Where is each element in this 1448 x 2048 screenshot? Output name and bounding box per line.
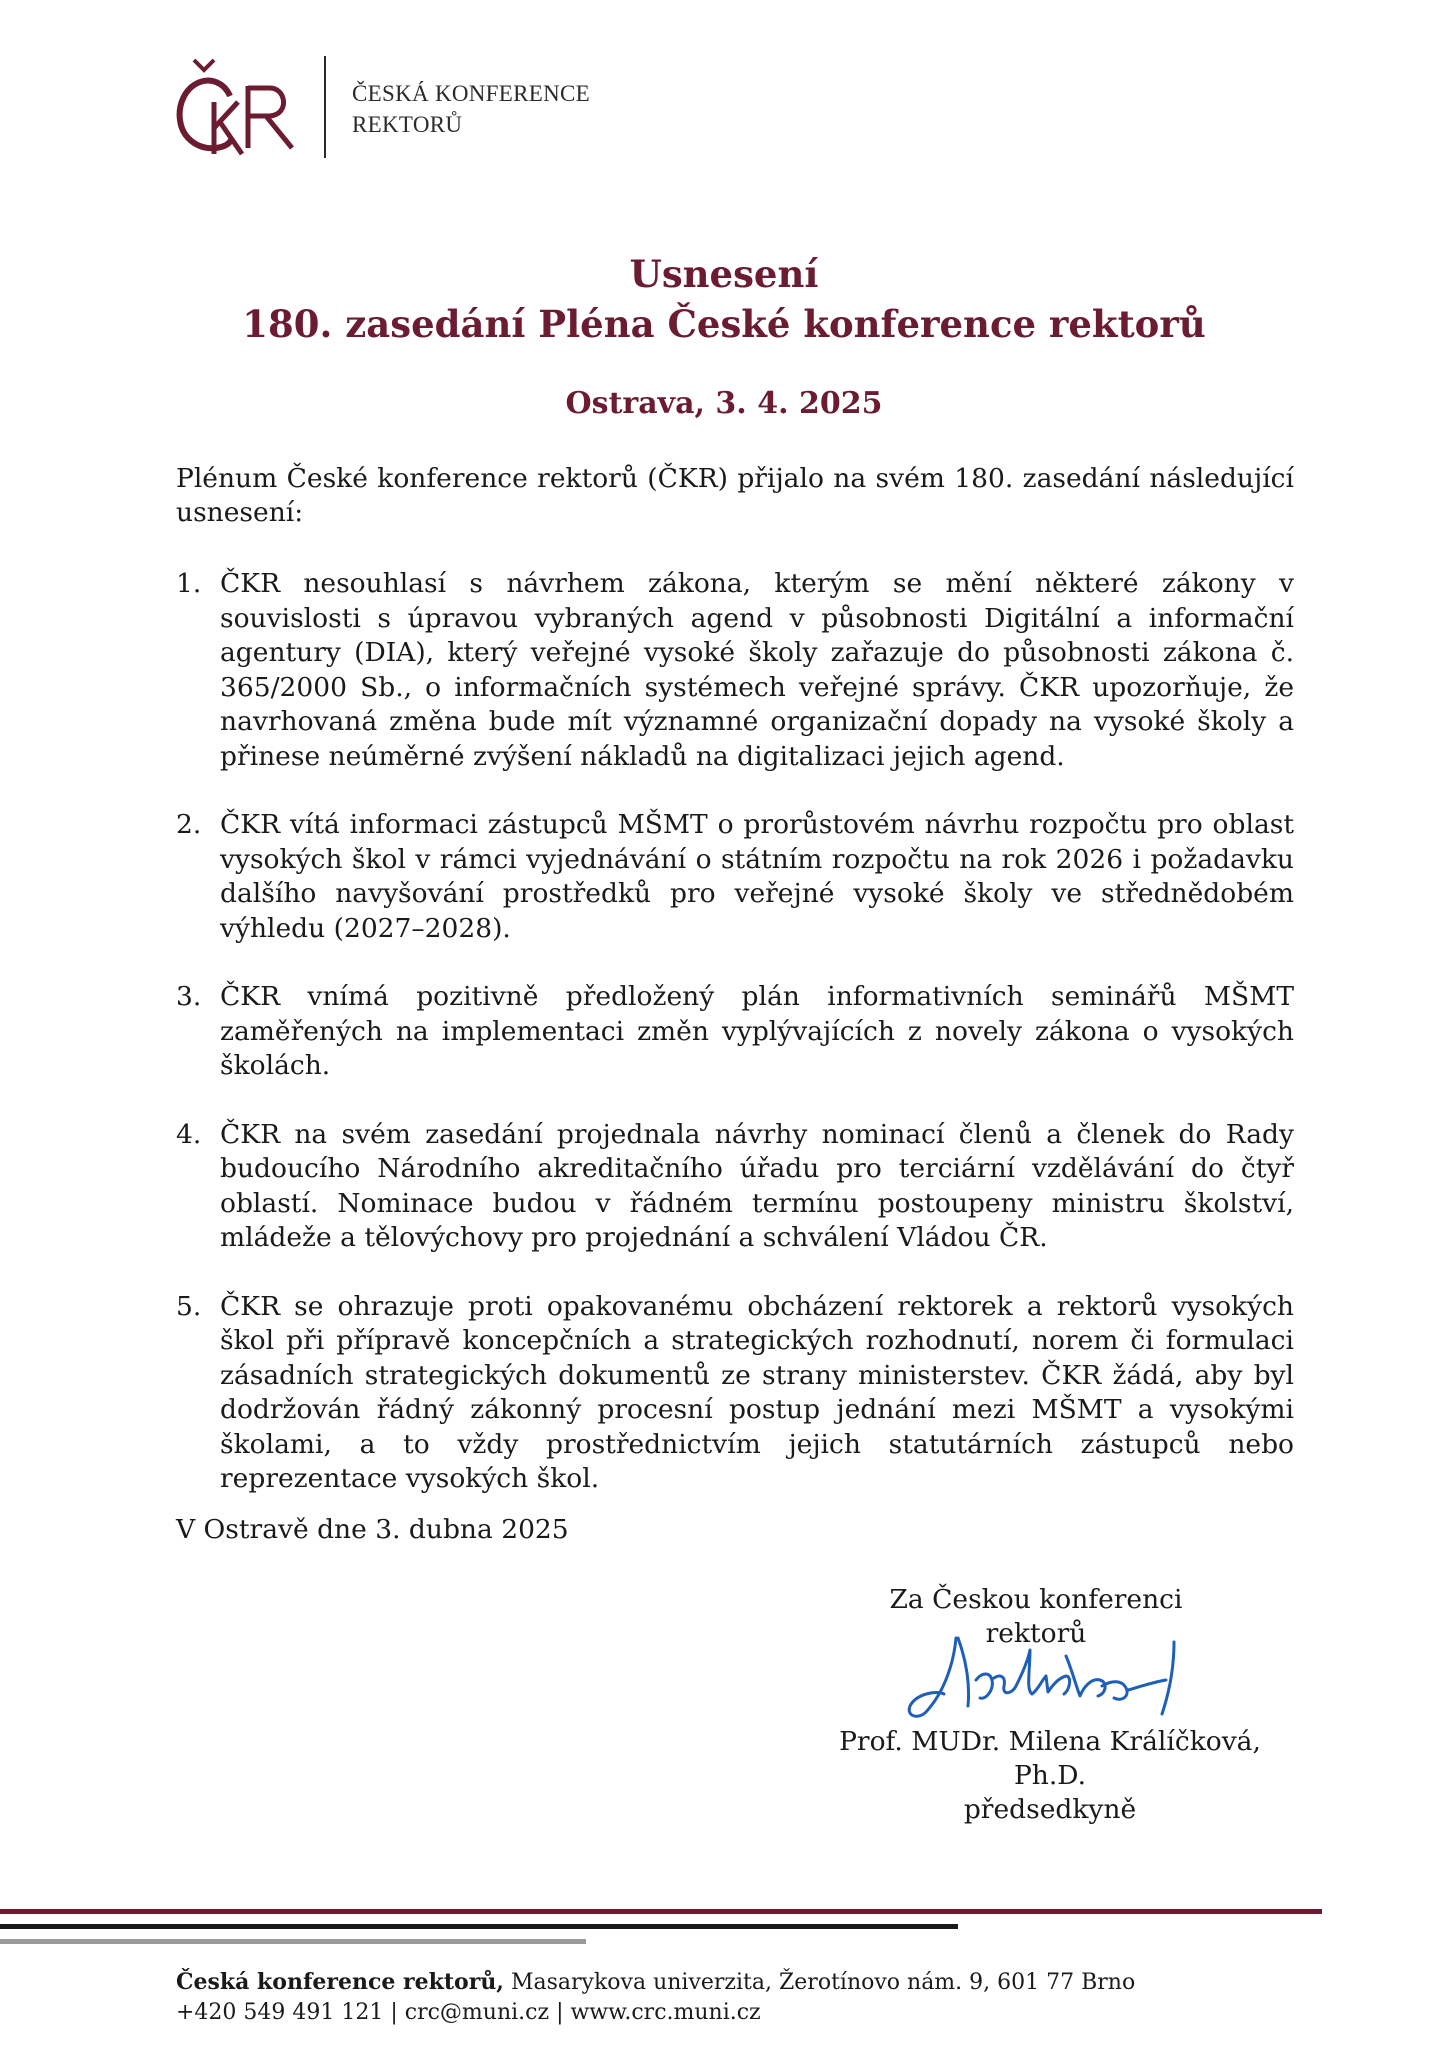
resolution-text: ČKR se ohrazuje proti opakovanému obcházení rektorek a rektorů vysokých škol při přípravě koncepčních a strategických rozhodnutí, norem či formulaci zásadních strategických dokumentů ze strany ministerstev. ČKR žádá, aby byl dodržován řádný zákonný procesní postup jednání mezi MŠMT a vysokými školami, a to vždy prostřednictvím jejich statutárních zástupců nebo reprezentace vysokých škol. (220, 1290, 1294, 1494)
document-place-date-heading: Ostrava, 3. 4. 2025 (565, 386, 883, 421)
resolutions-list (176, 567, 1294, 1531)
logo-text (352, 78, 590, 140)
logo-divider (324, 56, 326, 158)
resolution-item (176, 1290, 1294, 1497)
resolution-number: 4. (176, 1118, 202, 1150)
intro-paragraph: Plénum České konference rektorů (ČKR) přijalo na svém 180. zasedání následující usnesení: (176, 463, 1294, 528)
document-subtitle: 180. zasedání Pléna České konference rektorů (242, 302, 1206, 346)
footer-org-name: Česká konference rektorů, (176, 1969, 504, 1995)
place-and-date: V Ostravě dne 3. dubna 2025 (176, 1514, 569, 1545)
resolution-item (176, 1118, 1294, 1256)
footer-bar-maroon (0, 1909, 1322, 1914)
resolution-item (176, 808, 1294, 946)
resolution-item (176, 567, 1294, 774)
logo-line-1: ČESKÁ KONFERENCE (352, 81, 591, 106)
ckr-monogram-icon (172, 56, 302, 158)
document-title: Usnesení (629, 252, 819, 296)
ckr-logo (172, 56, 612, 158)
signer-role: předsedkyně (963, 1794, 1137, 1825)
signer-block (800, 1725, 1300, 1827)
resolution-text: ČKR nesouhlasí s návrhem zákona, kterým se mění některé zákony v souvislosti s úpravou vybraných agend v působnosti Digitální a informační agentury (DIA), který veřejné vysoké školy zařazuje do působnosti zákona č. 365/2000 Sb., o informačních systémech veřejné správy. ČKR upozorňuje, že navrhovaná změna bude mít významné organizační dopady na vysoké školy a přinese neúměrné zvýšení nákladů na digitalizaci jejich agend. (220, 568, 1294, 772)
footer-contact-line: +420 549 491 121 | crc@muni.cz | www.crc.muni.cz (176, 2000, 761, 2025)
logo-line-2: REKTORŮ (352, 112, 463, 137)
resolution-number: 5. (176, 1290, 202, 1322)
resolution-number: 2. (176, 809, 202, 840)
footer-address-line (176, 1967, 1135, 1998)
on-behalf-line: Za Českou konferenci rektorů (889, 1584, 1183, 1649)
footer-bar-gray (0, 1939, 586, 1944)
footer-address: Masarykova univerzita, Žerotínovo nám. 9, 601 77 Brno (503, 1970, 1136, 1995)
signer-name: Prof. MUDr. Milena Králíčková, Ph.D. (839, 1726, 1261, 1791)
resolution-item (176, 980, 1294, 1084)
resolution-number: 1. (176, 568, 202, 599)
footer (176, 1967, 1135, 2028)
resolution-text: ČKR na svém zasedání projednala návrhy nominací členů a členek do Rady budoucího Národního akreditačního úřadu pro terciární vzdělávání do čtyř oblastí. Nominace budou v řádném termínu postoupeny ministru školství, mládeže a tělovýchovy pro projednání a schválení Vládou ČR. (220, 1118, 1294, 1253)
resolution-text: ČKR vnímá pozitivně předložený plán informativních seminářů MŠMT zaměřených na implementaci změn vyplývajících z novely zákona o vysokých školách. (220, 981, 1294, 1081)
handwritten-signature-icon (896, 1620, 1216, 1730)
footer-bar-black (0, 1924, 958, 1929)
resolution-number: 3. (176, 981, 202, 1012)
resolution-text: ČKR vítá informaci zástupců MŠMT o prorůstovém návrhu rozpočtu pro oblast vysokých škol v rámci vyjednávání o státním rozpočtu na rok 2026 i požadavku dalšího navyšování prostředků pro veřejné vysoké školy ve střednědobém výhledu (2027–2028). (220, 809, 1294, 944)
